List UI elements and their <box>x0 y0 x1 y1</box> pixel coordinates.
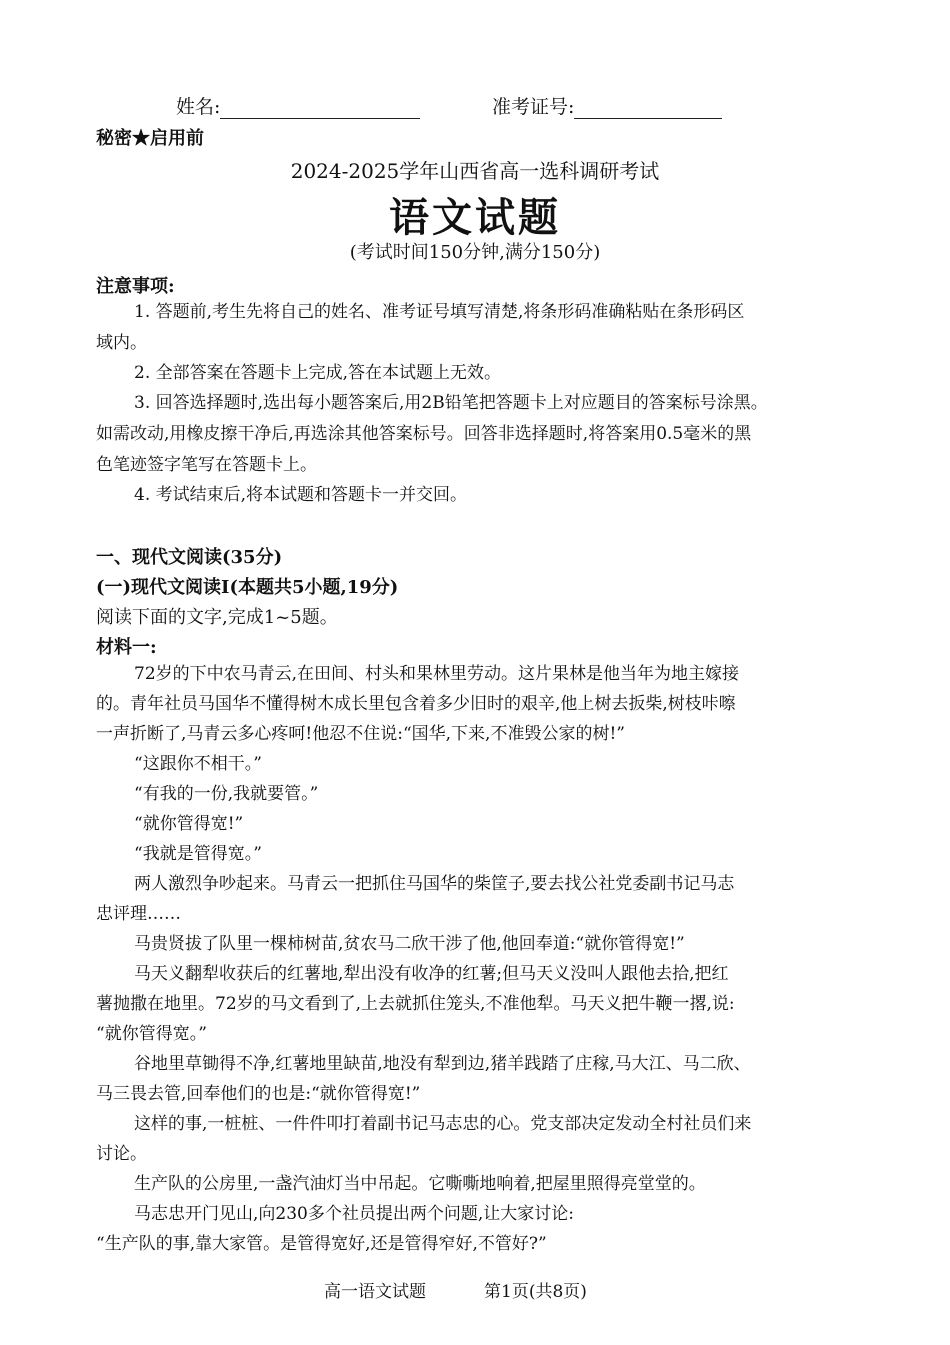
footer-course: 高一语文试题 <box>324 1282 426 1302</box>
exam-subtitle: 2024-2025学年山西省高一选科调研考试 <box>290 159 660 183</box>
exam-id-label: 准考证号: <box>492 96 575 118</box>
passage-line: 谷地里草锄得不净,红薯地里缺苗,地没有犁到边,猪羊践踏了庄稼,马大江、马二欣、 <box>134 1054 751 1074</box>
passage-line: 忠评理…… <box>96 904 181 924</box>
material-label: 材料一: <box>96 637 157 658</box>
passage-line: 生产队的公房里,一盏汽油灯当中吊起。它嘶嘶地响着,把屋里照得亮堂堂的。 <box>134 1174 706 1194</box>
passage-line: 马志忠开门见山,向230多个社员提出两个问题,让大家讨论: <box>134 1204 574 1224</box>
passage-line: 马贵贤拔了队里一棵柿树苗,贫农马二欣干涉了他,他回奉道:“就你管得宽!” <box>134 934 685 954</box>
name-label: 姓名: <box>176 96 221 118</box>
notice-line: 4. 考试结束后,将本试题和答题卡一并交回。 <box>134 485 468 505</box>
passage-line: 马天义翻犁收获后的红薯地,犁出没有收净的红薯;但马天义没叫人跟他去拾,把红 <box>134 964 729 984</box>
passage-line: “生产队的事,靠大家管。是管得宽好,还是管得窄好,不管好?” <box>96 1234 547 1254</box>
passage-line: “就你管得宽!” <box>134 814 244 834</box>
passage-line: 讨论。 <box>96 1144 147 1164</box>
notice-line: 域内。 <box>96 333 147 353</box>
footer-page-number: 第1页(共8页) <box>484 1282 587 1302</box>
notice-heading: 注意事项: <box>96 276 175 297</box>
passage-line: 一声折断了,马青云多心疼呵!他忍不住说:“国华,下来,不准毁公家的树!” <box>96 724 625 744</box>
passage-line: 这样的事,一桩桩、一件件叩打着副书记马志忠的心。党支部决定发动全村社员们来 <box>134 1114 752 1134</box>
name-field <box>176 92 420 119</box>
passage-line: 的。青年社员马国华不懂得树木成长里包含着多少旧时的艰辛,他上树去扳柴,树枝咔嚓 <box>96 694 736 714</box>
notice-line: 色笔迹签字笔写在答题卡上。 <box>96 455 317 475</box>
exam-id-field <box>492 92 722 119</box>
passage-line: “就你管得宽。” <box>96 1024 207 1044</box>
notice-line: 2. 全部答案在答题卡上完成,答在本试题上无效。 <box>134 363 502 383</box>
passage-line: 薯抛撒在地里。72岁的马文看到了,上去就抓住笼头,不准他犁。马天义把牛鞭一撂,说: <box>96 994 735 1014</box>
time-note: (考试时间150分钟,满分150分) <box>349 242 601 263</box>
passage-line: 两人激烈争吵起来。马青云一把抓住马国华的柴筐子,要去找公社党委副书记马志 <box>134 874 735 894</box>
exam-id-blank <box>574 98 722 119</box>
notice-line: 如需改动,用橡皮擦干净后,再选涂其他答案标号。回答非选择题时,将答案用0.5毫米的黑 <box>96 424 752 444</box>
passage-line: “有我的一份,我就要管。” <box>134 784 319 804</box>
passage-line: “我就是管得宽。” <box>134 844 262 864</box>
name-blank <box>220 98 420 119</box>
secret-mark: 秘密★启用前 <box>96 128 204 149</box>
passage-line: “这跟你不相干。” <box>134 754 262 774</box>
notice-line: 1. 答题前,考生先将自己的姓名、准考证号填写清楚,将条形码准确粘贴在条形码区 <box>134 302 745 322</box>
section-subheading: (一)现代文阅读Ⅰ(本题共5小题,19分) <box>96 577 399 598</box>
section-heading: 一、现代文阅读(35分) <box>96 547 283 568</box>
passage-line: 72岁的下中农马青云,在田间、村头和果林里劳动。这片果林是他当年为地主嫁接 <box>134 664 740 684</box>
section-instruction: 阅读下面的文字,完成1~5题。 <box>96 607 338 628</box>
notice-line: 3. 回答选择题时,选出每小题答案后,用2B铅笔把答题卡上对应题目的答案标号涂黑。 <box>134 393 768 413</box>
passage-line: 马三畏去管,回奉他们的也是:“就你管得宽!” <box>96 1084 421 1104</box>
exam-title: 语文试题 <box>389 194 561 241</box>
